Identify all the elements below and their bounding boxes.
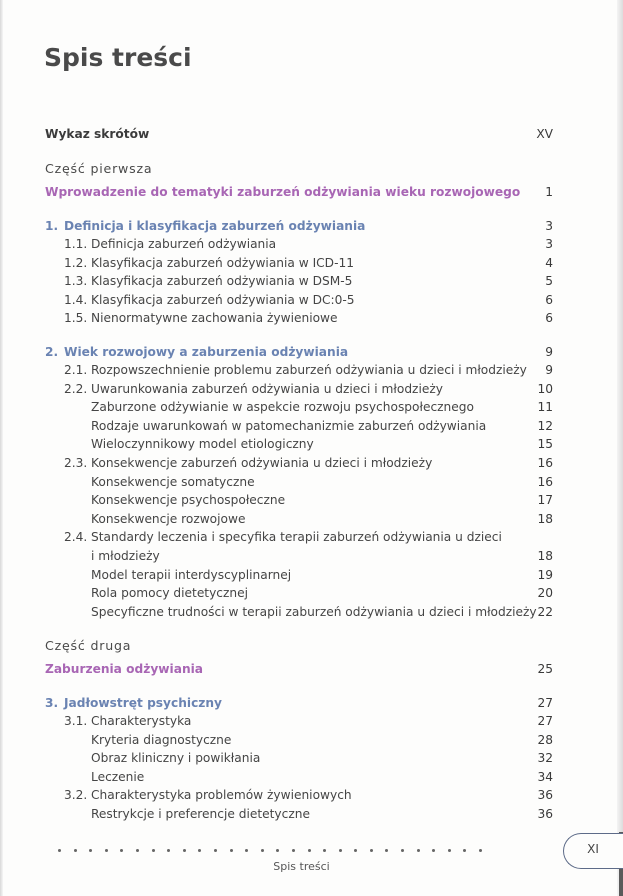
toc-entry-page: 28	[537, 732, 553, 747]
toc-entry-part2-title[interactable]	[0, 660, 623, 678]
section-number: 2.4.	[64, 530, 88, 545]
subsection-title: Konsekwencje psychospołeczne	[91, 493, 286, 508]
toc-entry-page: 9	[545, 363, 553, 377]
section-number: 1.1.	[64, 237, 88, 251]
subsection-title: Konsekwencje rozwojowe	[91, 511, 246, 526]
toc-entry-page: 32	[537, 751, 553, 766]
toc-entry[interactable]	[0, 309, 623, 327]
toc-entry-page: 5	[545, 274, 553, 289]
section-number: 1.4.	[64, 292, 88, 307]
part-label-2	[0, 637, 623, 655]
footer-dot	[136, 849, 139, 852]
chapter-title: Wiek rozwojowy a zaburzenia odżywiania	[64, 345, 349, 359]
toc-entry-page: 3	[545, 219, 553, 233]
section-number: 2.3.	[64, 456, 88, 470]
toc-entry[interactable]	[0, 272, 623, 290]
toc-entry-page: 18	[537, 549, 553, 563]
chapter-title: Jadłowstręt psychiczny	[64, 696, 223, 710]
toc-entry-page: 16	[537, 474, 553, 489]
footer-dot	[152, 849, 155, 852]
toc-entry-page: 18	[537, 511, 553, 526]
toc-chapter-1[interactable]	[0, 217, 623, 235]
section-title: Konsekwencje zaburzeń odżywiania u dzieci i młodzieży	[91, 456, 433, 470]
footer-dot	[120, 849, 123, 852]
toc-entry[interactable]	[0, 491, 623, 509]
toc-entry[interactable]	[0, 528, 623, 546]
part-label: Część druga	[45, 638, 132, 653]
section-title: Klasyfikacja zaburzeń odżywiania w DSM-5	[91, 274, 353, 289]
footer-dot	[432, 849, 435, 852]
footer-dot	[167, 849, 170, 852]
page-number: XI	[587, 842, 599, 856]
footer-dot	[183, 849, 186, 852]
footer-dotted-rule	[58, 849, 495, 852]
toc-entry-page: 34	[537, 769, 553, 784]
footer-dot	[245, 849, 248, 852]
subsection-title: Rodzaje uwarunkowań w patomechanizmie zaburzeń odżywiania	[91, 418, 487, 433]
section-title: Uwarunkowania zaburzeń odżywiania u dzieci i młodzieży	[91, 381, 443, 396]
toc-entry[interactable]	[0, 435, 623, 453]
part-title: Zaburzenia odżywiania	[45, 662, 204, 676]
toc-entry[interactable]	[0, 786, 623, 804]
section-number: 3.1.	[64, 714, 88, 728]
toc-entry-page: 6	[545, 311, 553, 326]
toc-entry-page: 36	[537, 807, 553, 821]
running-footer	[0, 860, 623, 873]
toc-entry-page: 25	[537, 662, 553, 676]
footer-dot	[276, 849, 279, 852]
subsection-title: Wieloczynnikowy model etiologiczny	[91, 437, 314, 452]
toc-entry-page: 20	[537, 586, 553, 601]
footer-dot	[214, 849, 217, 852]
toc-entry[interactable]	[0, 805, 623, 823]
chapter-number: 3.	[45, 696, 59, 710]
toc-entry-page: 10	[537, 381, 553, 396]
toc-entry-label: Wykaz skrótów	[45, 127, 150, 141]
toc-entry-page: 6	[545, 292, 553, 307]
toc-entry-page: 3	[545, 237, 553, 251]
footer-dot	[89, 849, 92, 852]
footer-dot	[354, 849, 357, 852]
footer-dot	[463, 849, 466, 852]
toc-entry[interactable]	[0, 566, 623, 584]
toc-entry-page: 27	[537, 714, 553, 728]
toc-entry[interactable]	[0, 731, 623, 749]
page-title: Spis treści	[44, 43, 192, 72]
subsection-title: Restrykcje i preferencje dietetyczne	[91, 807, 310, 821]
toc-entry[interactable]	[0, 547, 623, 565]
part-label-1	[0, 160, 623, 178]
section-number: 1.5.	[64, 311, 88, 326]
part-label: Część pierwsza	[45, 161, 153, 176]
section-title: Nienormatywne zachowania żywieniowe	[91, 311, 338, 326]
toc-entry[interactable]	[0, 398, 623, 416]
footer-dot	[370, 849, 373, 852]
section-title: Klasyfikacja zaburzeń odżywiania w DC:0-5	[91, 292, 355, 307]
toc-entry[interactable]	[0, 417, 623, 435]
footer-dot	[198, 849, 201, 852]
toc-entry-abbreviations[interactable]	[0, 125, 623, 143]
section-number: 2.2.	[64, 381, 88, 396]
footer-dot	[323, 849, 326, 852]
toc-entry[interactable]	[0, 768, 623, 786]
toc-entry-page: 15	[537, 437, 553, 452]
toc-entry-page: 17	[537, 493, 553, 508]
toc-chapter-3[interactable]	[0, 694, 623, 712]
toc-entry-page: 19	[537, 567, 553, 582]
toc-entry-page: 11	[537, 400, 553, 415]
section-title: Standardy leczenia i specyfika terapii zaburzeń odżywiania u dzieci	[91, 530, 502, 545]
toc-chapter-2[interactable]	[0, 343, 623, 361]
chapter-number: 1.	[45, 219, 59, 233]
toc-entry-page: 9	[545, 345, 553, 359]
toc-entry[interactable]	[0, 584, 623, 602]
toc-entry[interactable]	[0, 254, 623, 272]
footer-label: Spis treści	[273, 860, 330, 873]
footer-dot	[339, 849, 342, 852]
toc-entry[interactable]	[0, 510, 623, 528]
section-number: 3.2.	[64, 788, 88, 803]
chapter-title: Definicja i klasyfikacja zaburzeń odżywiania	[64, 219, 366, 233]
section-number: 1.2.	[64, 255, 88, 270]
toc-entry[interactable]	[0, 712, 623, 730]
subsection-title: i młodzieży	[91, 549, 160, 563]
subsection-title: Rola pomocy dietetycznej	[91, 586, 249, 601]
section-number: 2.1.	[64, 363, 88, 377]
footer-dot	[385, 849, 388, 852]
section-title: Charakterystyka	[91, 714, 192, 728]
section-number: 1.3.	[64, 274, 88, 289]
toc-entry[interactable]	[0, 235, 623, 253]
toc-entry[interactable]	[0, 380, 623, 398]
footer-dot	[261, 849, 264, 852]
toc-entry-page: 12	[537, 418, 553, 433]
section-title: Rozpowszechnienie problemu zaburzeń odżywiania u dzieci i młodzieży	[91, 363, 527, 377]
toc-entry-page: 4	[545, 255, 553, 270]
footer-dot	[58, 849, 61, 852]
subsection-title: Leczenie	[91, 769, 145, 784]
toc-entry[interactable]	[0, 603, 623, 621]
chapter-number: 2.	[45, 345, 59, 359]
subsection-title: Obraz kliniczny i powikłania	[91, 751, 261, 766]
toc-entry[interactable]	[0, 361, 623, 379]
part-title: Wprowadzenie do tematyki zaburzeń odżywiania wieku rozwojowego	[45, 185, 521, 199]
section-title: Definicja zaburzeń odżywiania	[91, 237, 277, 251]
footer-dot	[105, 849, 108, 852]
toc-entry-page: XV	[536, 127, 553, 141]
toc-entry-page: 36	[537, 788, 553, 803]
toc-entry[interactable]	[0, 454, 623, 472]
toc-entry[interactable]	[0, 291, 623, 309]
toc-entry[interactable]	[0, 473, 623, 491]
subsection-title: Kryteria diagnostyczne	[91, 732, 232, 747]
footer-dot	[292, 849, 295, 852]
toc-entry-page: 1	[545, 185, 553, 199]
toc-entry-page: 22	[537, 604, 553, 619]
footer-dot	[74, 849, 77, 852]
section-title: Klasyfikacja zaburzeń odżywiania w ICD-11	[91, 255, 354, 270]
subsection-title: Zaburzone odżywianie w aspekcie rozwoju psychospołecznego	[91, 400, 474, 415]
toc-entry[interactable]	[0, 749, 623, 767]
toc-entry-page: 27	[537, 696, 553, 710]
section-title: Charakterystyka problemów żywieniowych	[91, 788, 352, 803]
footer-dot	[417, 849, 420, 852]
subsection-title: Konsekwencje somatyczne	[91, 474, 255, 489]
subsection-title: Specyficzne trudności w terapii zaburzeń odżywiania u dzieci i młodzieży	[91, 604, 537, 619]
footer-dot	[448, 849, 451, 852]
footer-dot	[308, 849, 311, 852]
footer-dot	[230, 849, 233, 852]
footer-dot	[401, 849, 404, 852]
subsection-title: Model terapii interdyscyplinarnej	[91, 567, 292, 582]
toc-entry-page: 16	[537, 456, 553, 470]
footer-dot	[479, 849, 482, 852]
toc-entry-part1-title[interactable]	[0, 183, 623, 201]
